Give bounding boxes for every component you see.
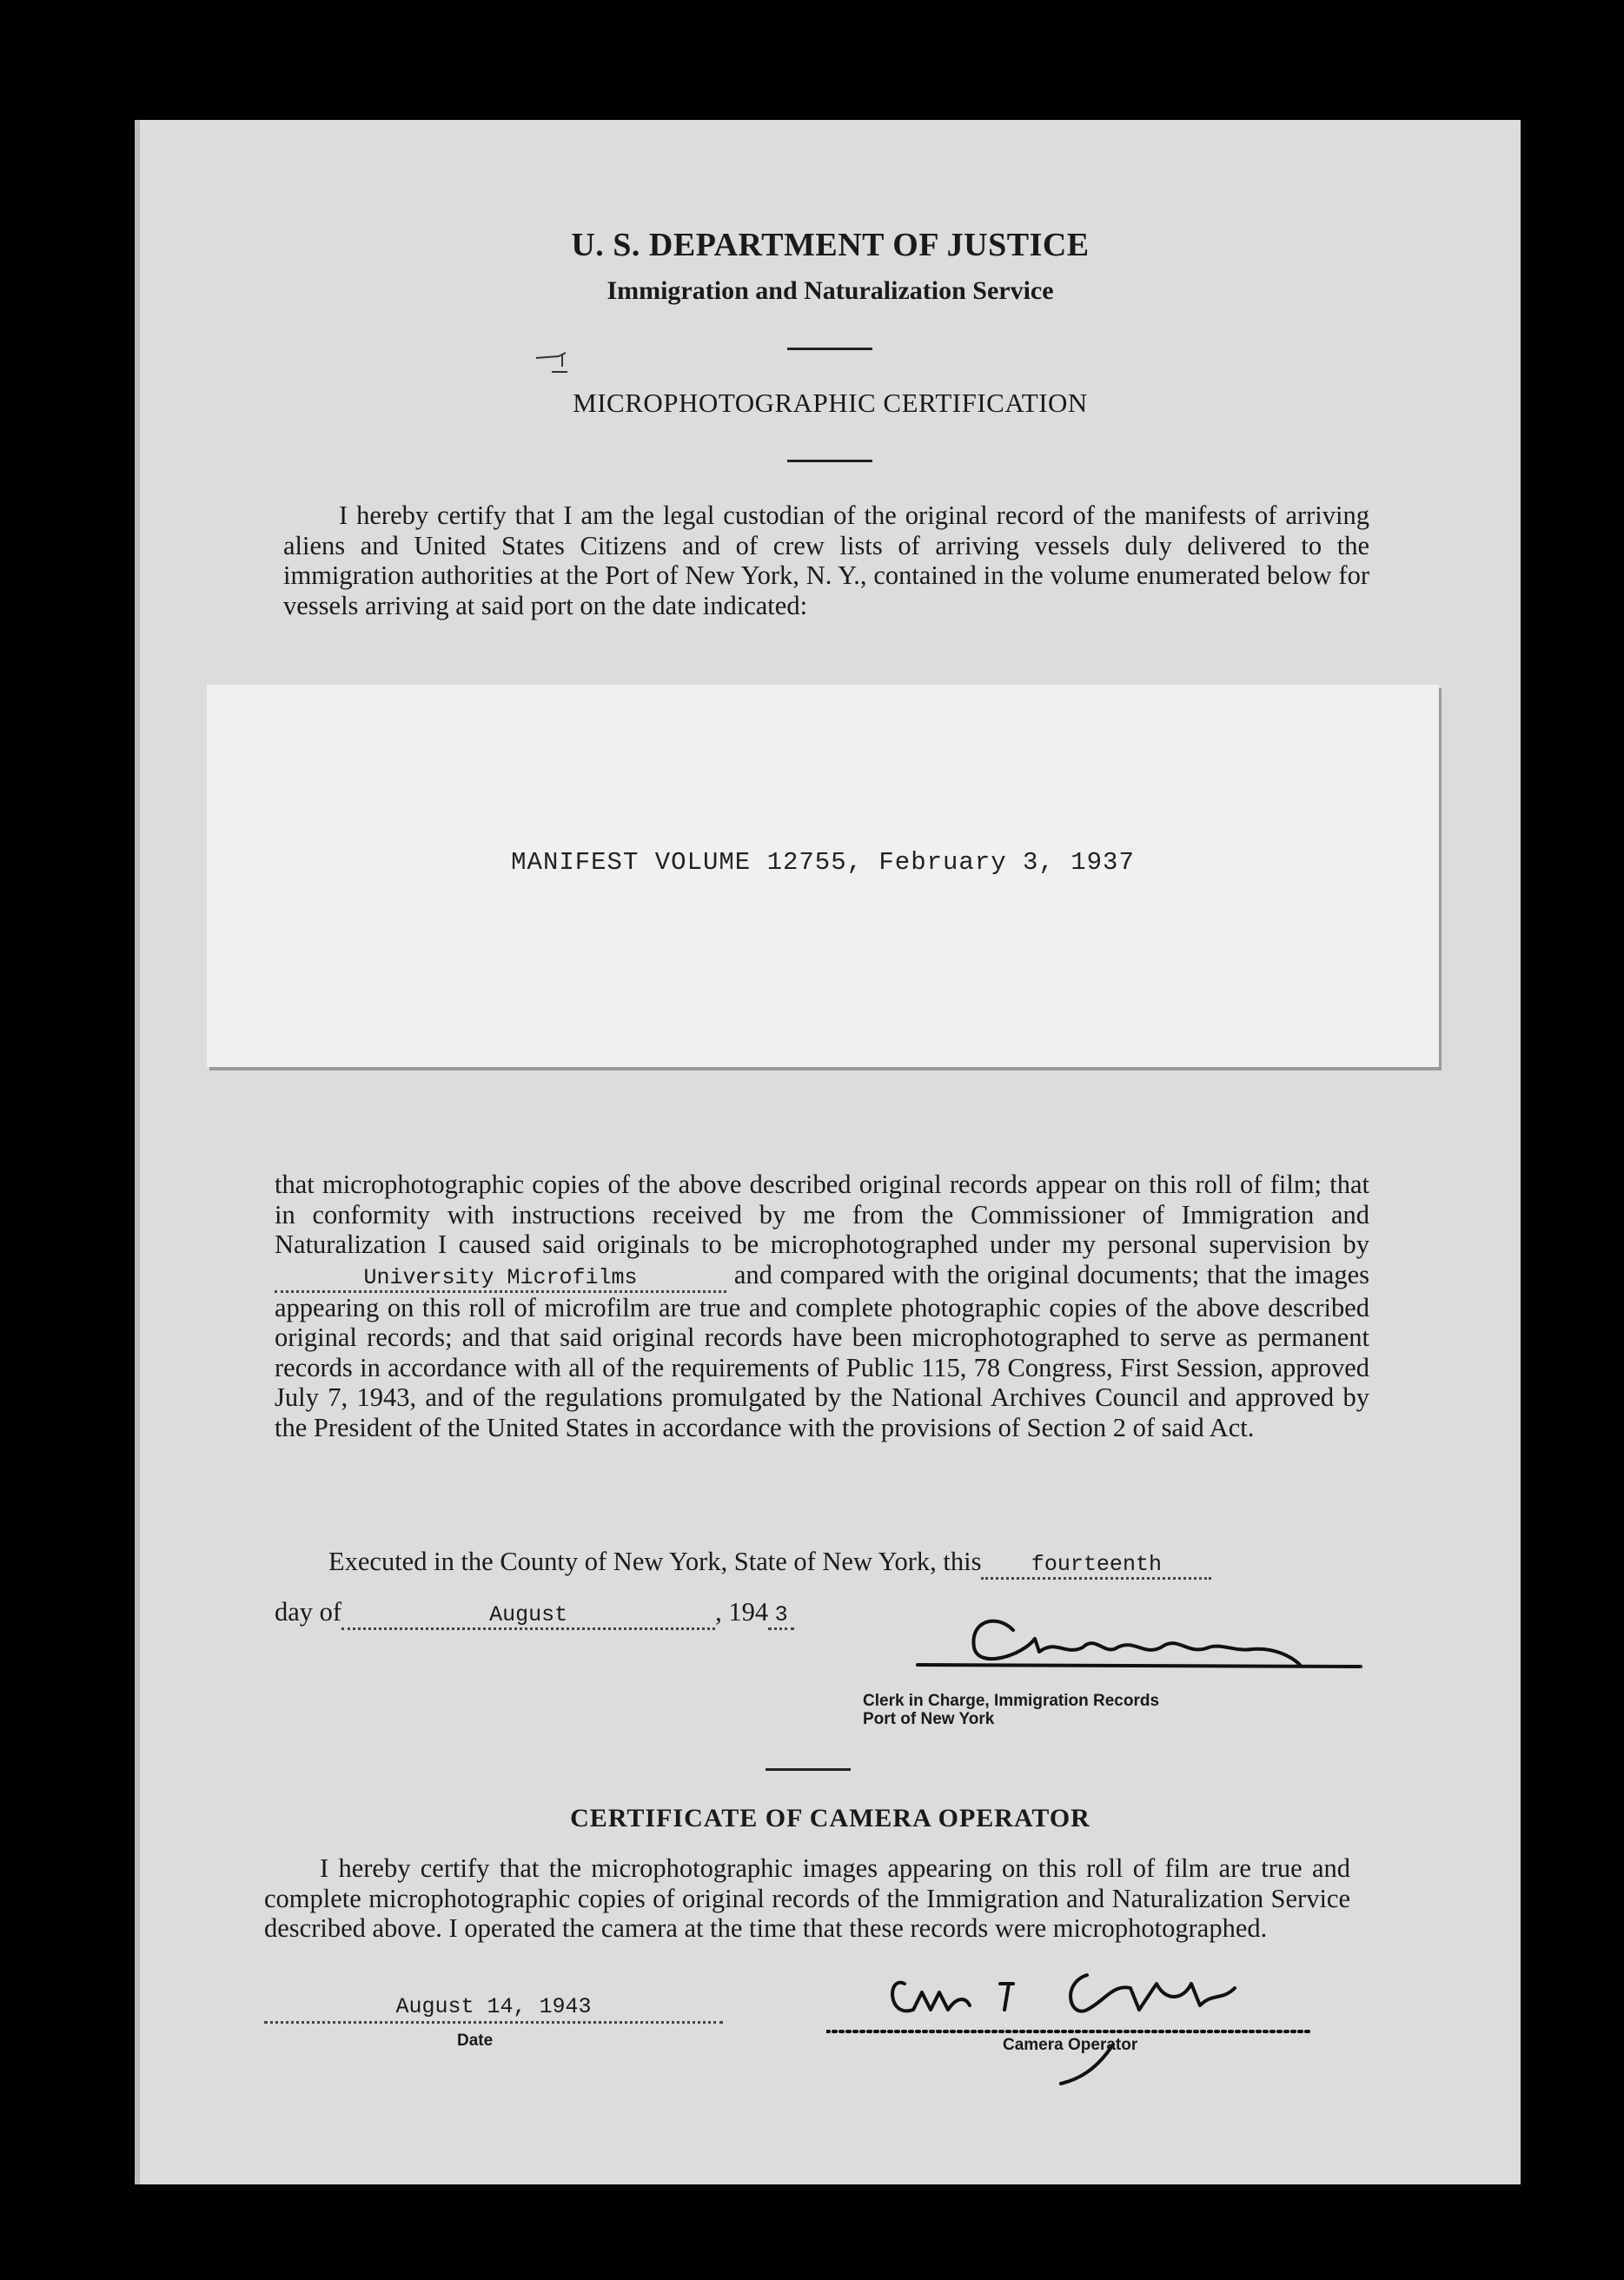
date-line [264, 1995, 723, 2024]
divider [787, 460, 872, 462]
month-field [341, 1600, 715, 1630]
executed-line [328, 1547, 1389, 1580]
service-subheading: Immigration and Naturalization Service [607, 276, 1054, 305]
body-part-1: that microphotographic copies of the above described original records appear on this roll of film; that in conformity with instructions received by me from the Commissioner of Immigration and Naturalization I caused said originals to be microphotographed under my personal supervision by [275, 1170, 1369, 1259]
divider [787, 348, 872, 350]
clerk-title: Clerk in Charge, Immigration Records [863, 1692, 1160, 1710]
clerk-signature [909, 1604, 1395, 1674]
manifest-volume-text: MANIFEST VOLUME 12755, February 3, 1937 [511, 848, 1135, 877]
executed-day-value: fourteenth [1031, 1552, 1162, 1577]
stamp-mark-icon [533, 348, 576, 382]
date-label: Date [457, 2031, 494, 2050]
department-heading: U. S. DEPARTMENT OF JUSTICE [571, 227, 1090, 263]
camera-operator-signature [826, 1949, 1417, 2088]
month-value: August [489, 1602, 568, 1627]
intro-paragraph: I hereby certify that I am the legal custodian of the original record of the manifests of arriving aliens and United States Citizens and of crew lists of arriving vessels duly delivered to the immigration authorities at the Port of New York, N. Y., contained in the volume enumerated below for vessels arriving at said port on the date indicated: [283, 500, 1369, 620]
year-digit-value: 3 [774, 1602, 788, 1627]
day-of-line [275, 1597, 794, 1630]
supervisor-value: University Microfilms [363, 1264, 638, 1290]
date-value: August 14, 1943 [395, 1994, 592, 2019]
day-of-label: day of [275, 1597, 342, 1627]
year-digit-field [768, 1600, 794, 1630]
divider [766, 1768, 851, 1771]
camera-certificate-title: CERTIFICATE OF CAMERA OPERATOR [570, 1804, 1090, 1833]
manifest-card [207, 685, 1439, 1067]
body-part-2: and compared with the original documents; that the images appearing on this roll of microfilm are true and complete photographic copies of the above described original records; and that said original records have been microphotographed to serve as permanent records in accordance with all of the requirements of Public 115, 78 Congress, First Session, approved July 7, 1943, and of the regulations promulgated by the National Archives Council and approved by the President of the United States in accordance with the provisions of Section 2 of said Act. [275, 1259, 1370, 1442]
date-field [264, 1995, 723, 2024]
executed-prefix: Executed in the County of New York, State of New York, this [328, 1547, 982, 1576]
year-prefix: , 194 [715, 1597, 769, 1627]
certification-title: MICROPHOTOGRAPHIC CERTIFICATION [573, 388, 1088, 418]
camera-paragraph: I hereby certify that the microphotographic images appearing on this roll of film are true and complete microphotographic copies of original records of the Immigration and Naturalization Service described above. I operated the camera at the time that these records were microphotographed. [264, 1853, 1350, 1943]
certificate-page [135, 120, 1521, 2184]
certification-body [275, 1170, 1369, 1442]
supervisor-field [275, 1263, 726, 1293]
camera-operator-label: Camera Operator [1003, 2036, 1138, 2054]
executed-day-field [981, 1549, 1211, 1580]
clerk-port: Port of New York [863, 1710, 995, 1728]
